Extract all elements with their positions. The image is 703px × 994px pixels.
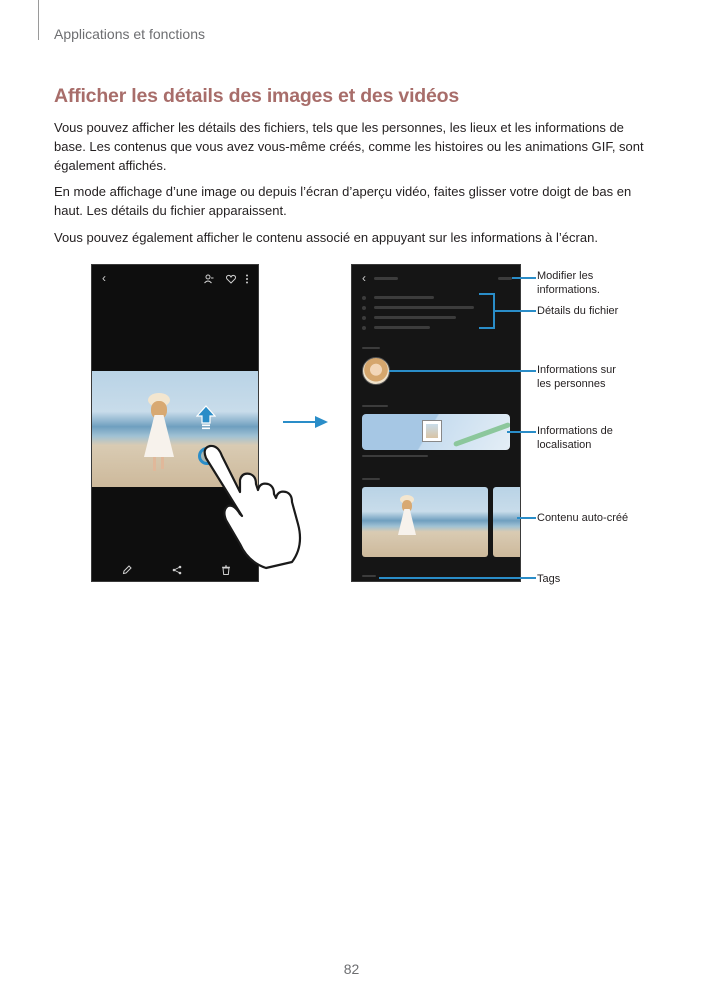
auto-created-story-card[interactable]	[362, 487, 488, 557]
map-pin-photo	[426, 424, 438, 438]
callout-line-edit	[512, 277, 536, 279]
callout-bracket-file-details	[479, 293, 495, 329]
detail-icon-placeholder	[362, 316, 366, 320]
label-people: Informations sur les personnes	[537, 364, 616, 390]
detail-icon-placeholder	[362, 296, 366, 300]
detail-line-placeholder	[374, 296, 434, 299]
hand-illustration	[196, 440, 326, 570]
label-location: Informations de localisation	[537, 425, 613, 451]
callout-line-auto-created	[517, 517, 536, 519]
map-photo-pin	[422, 420, 442, 442]
location-header-placeholder	[362, 405, 388, 407]
paragraph-intro: Vous pouvez afficher les détails des fichiers, tels que les personnes, les lieux et les informations de base. Les contenus que vous avez vous-même créés, comme les histoires ou les animations GIF, sont également affichés.	[54, 120, 644, 173]
location-map[interactable]	[362, 414, 510, 450]
section-title: Afficher les détails des images et des vidéos	[54, 85, 460, 107]
edit-action-placeholder[interactable]	[498, 277, 512, 280]
location-caption-placeholder	[362, 455, 428, 457]
header-rule	[38, 0, 39, 40]
pencil-icon[interactable]	[122, 565, 132, 578]
detail-icon-placeholder	[362, 326, 366, 330]
label-auto-created: Contenu auto-créé	[537, 512, 629, 524]
details-title-placeholder	[374, 277, 398, 280]
photo-girl-leg	[153, 457, 156, 471]
detail-line-placeholder	[374, 326, 430, 329]
more-vertical-icon[interactable]	[245, 274, 249, 287]
photo-girl-dress	[144, 415, 174, 457]
heart-icon[interactable]	[226, 274, 236, 287]
label-tags: Tags	[537, 573, 561, 585]
chevron-left-icon[interactable]: ‹	[102, 271, 106, 285]
share-icon[interactable]	[172, 565, 182, 578]
callout-line-people	[389, 370, 536, 372]
photo-girl-leg	[161, 457, 164, 469]
auto-created-header-placeholder	[362, 478, 380, 480]
transition-arrow-icon	[283, 415, 329, 429]
running-head: Applications et fonctions	[54, 26, 205, 42]
photo-girl-dress	[398, 509, 416, 535]
callout-line-tags	[379, 577, 536, 579]
detail-line-placeholder	[374, 306, 474, 309]
auto-created-second-card[interactable]	[493, 487, 521, 557]
paragraph-related: Vous pouvez également afficher le contenu associé en appuyant sur les informations à l’écran.	[54, 230, 598, 245]
callout-line-location	[507, 431, 536, 433]
page-number: 82	[343, 961, 360, 977]
detail-icon-placeholder	[362, 306, 366, 310]
person-avatar[interactable]	[362, 357, 390, 385]
map-road	[453, 422, 510, 447]
people-header-placeholder	[362, 347, 380, 349]
label-file-details: Détails du fichier	[537, 305, 619, 317]
chevron-left-icon[interactable]: ‹	[362, 271, 366, 285]
tags-header-placeholder	[362, 575, 376, 577]
paragraph-swipe: En mode affichage d’une image ou depuis l’écran d’aperçu vidéo, faites glisser votre doigt de bas en haut. Les détails du fichier apparaissent.	[54, 184, 632, 218]
callout-line-file-details	[495, 310, 536, 312]
person-tag-icon[interactable]	[204, 274, 214, 287]
label-edit: Modifier les informations.	[537, 270, 600, 296]
detail-line-placeholder	[374, 316, 456, 319]
swipe-up-arrow-icon	[196, 405, 216, 431]
